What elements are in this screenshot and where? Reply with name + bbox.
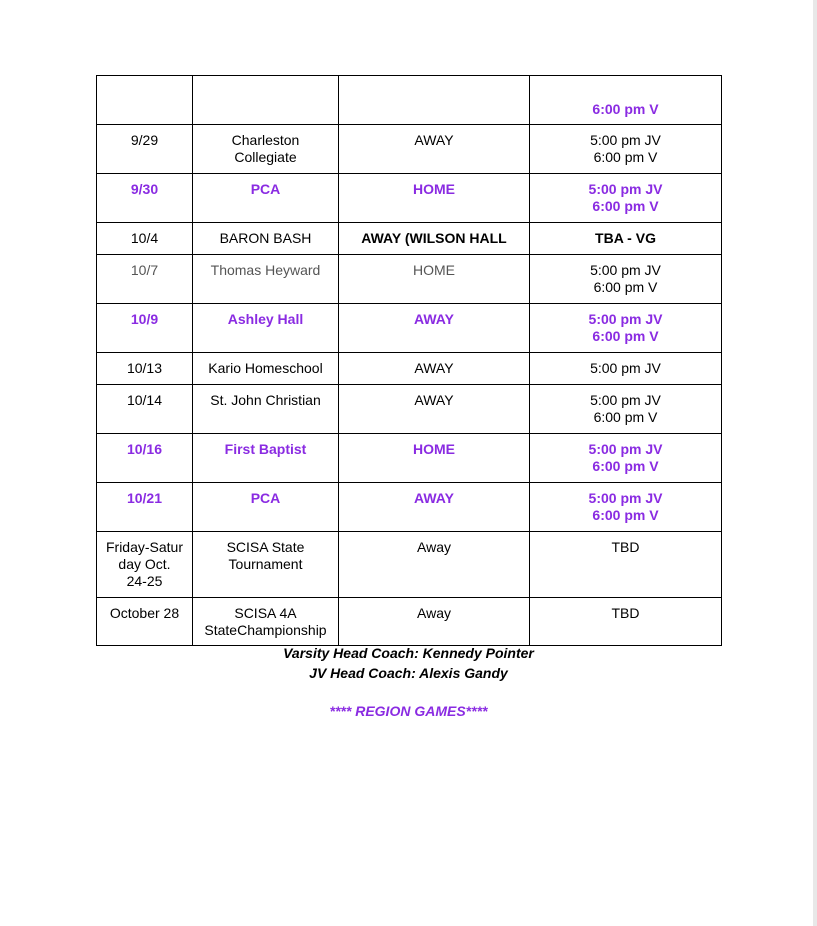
table-row (97, 353, 722, 385)
time-cell: 5:00 pm JV 6:00 pm V (530, 174, 722, 223)
location-cell: AWAY (339, 353, 530, 385)
time-cell: TBD (530, 532, 722, 598)
opponent-cell: St. John Christian (193, 385, 339, 434)
date-cell: 10/9 (97, 304, 193, 353)
location-cell: AWAY (339, 125, 530, 174)
date-cell (97, 76, 193, 125)
location-cell: HOME (339, 434, 530, 483)
date-cell: Friday-Satur day Oct. 24-25 (97, 532, 193, 598)
date-cell: 10/14 (97, 385, 193, 434)
opponent-cell: First Baptist (193, 434, 339, 483)
jv-coach-line: JV Head Coach: Alexis Gandy (309, 665, 508, 681)
date-cell: 10/13 (97, 353, 193, 385)
opponent-cell: SCISA 4A StateChampionship (193, 598, 339, 646)
opponent-cell: Ashley Hall (193, 304, 339, 353)
opponent-cell: BARON BASH (193, 223, 339, 255)
opponent-cell: Thomas Heyward (193, 255, 339, 304)
opponent-cell: Charleston Collegiate (193, 125, 339, 174)
table-row (97, 434, 722, 483)
opponent-cell: SCISA State Tournament (193, 532, 339, 598)
opponent-cell: PCA (193, 483, 339, 532)
date-cell: 9/30 (97, 174, 193, 223)
location-cell: Away (339, 532, 530, 598)
time-cell: 5:00 pm JV 6:00 pm V (530, 125, 722, 174)
location-cell: AWAY (339, 483, 530, 532)
table-row (97, 483, 722, 532)
date-cell: 9/29 (97, 125, 193, 174)
opponent-cell (193, 76, 339, 125)
time-cell: 5:00 pm JV 6:00 pm V (530, 434, 722, 483)
time-cell: 5:00 pm JV 6:00 pm V (530, 304, 722, 353)
table-row (97, 304, 722, 353)
page-edge (813, 0, 817, 926)
table-row (97, 223, 722, 255)
date-cell: 10/16 (97, 434, 193, 483)
location-cell: AWAY (339, 304, 530, 353)
table-row (97, 174, 722, 223)
opponent-cell: PCA (193, 174, 339, 223)
varsity-coach-line: Varsity Head Coach: Kennedy Pointer (283, 645, 534, 661)
schedule-table (96, 75, 722, 646)
time-cell: 5:00 pm JV 6:00 pm V (530, 385, 722, 434)
date-cell: 10/4 (97, 223, 193, 255)
location-cell: Away (339, 598, 530, 646)
location-cell: AWAY (339, 385, 530, 434)
location-cell: HOME (339, 255, 530, 304)
time-cell: TBA - VG (530, 223, 722, 255)
table-row (97, 532, 722, 598)
date-cell: October 28 (97, 598, 193, 646)
table-row (97, 125, 722, 174)
time-cell: 5:00 pm JV (530, 353, 722, 385)
time-cell: TBD (530, 598, 722, 646)
time-cell: 5:00 pm JV 6:00 pm V (530, 483, 722, 532)
table-row (97, 255, 722, 304)
time-cell: 5:00 pm JV 6:00 pm V (530, 255, 722, 304)
date-cell: 10/21 (97, 483, 193, 532)
date-cell: 10/7 (97, 255, 193, 304)
region-games-legend: **** REGION GAMES**** (329, 703, 488, 719)
table-row (97, 598, 722, 646)
location-cell: HOME (339, 174, 530, 223)
location-cell (339, 76, 530, 125)
opponent-cell: Kario Homeschool (193, 353, 339, 385)
table-row (97, 76, 722, 125)
table-row (97, 385, 722, 434)
location-cell: AWAY (WILSON HALL (339, 223, 530, 255)
time-cell: 6:00 pm V (530, 76, 722, 125)
